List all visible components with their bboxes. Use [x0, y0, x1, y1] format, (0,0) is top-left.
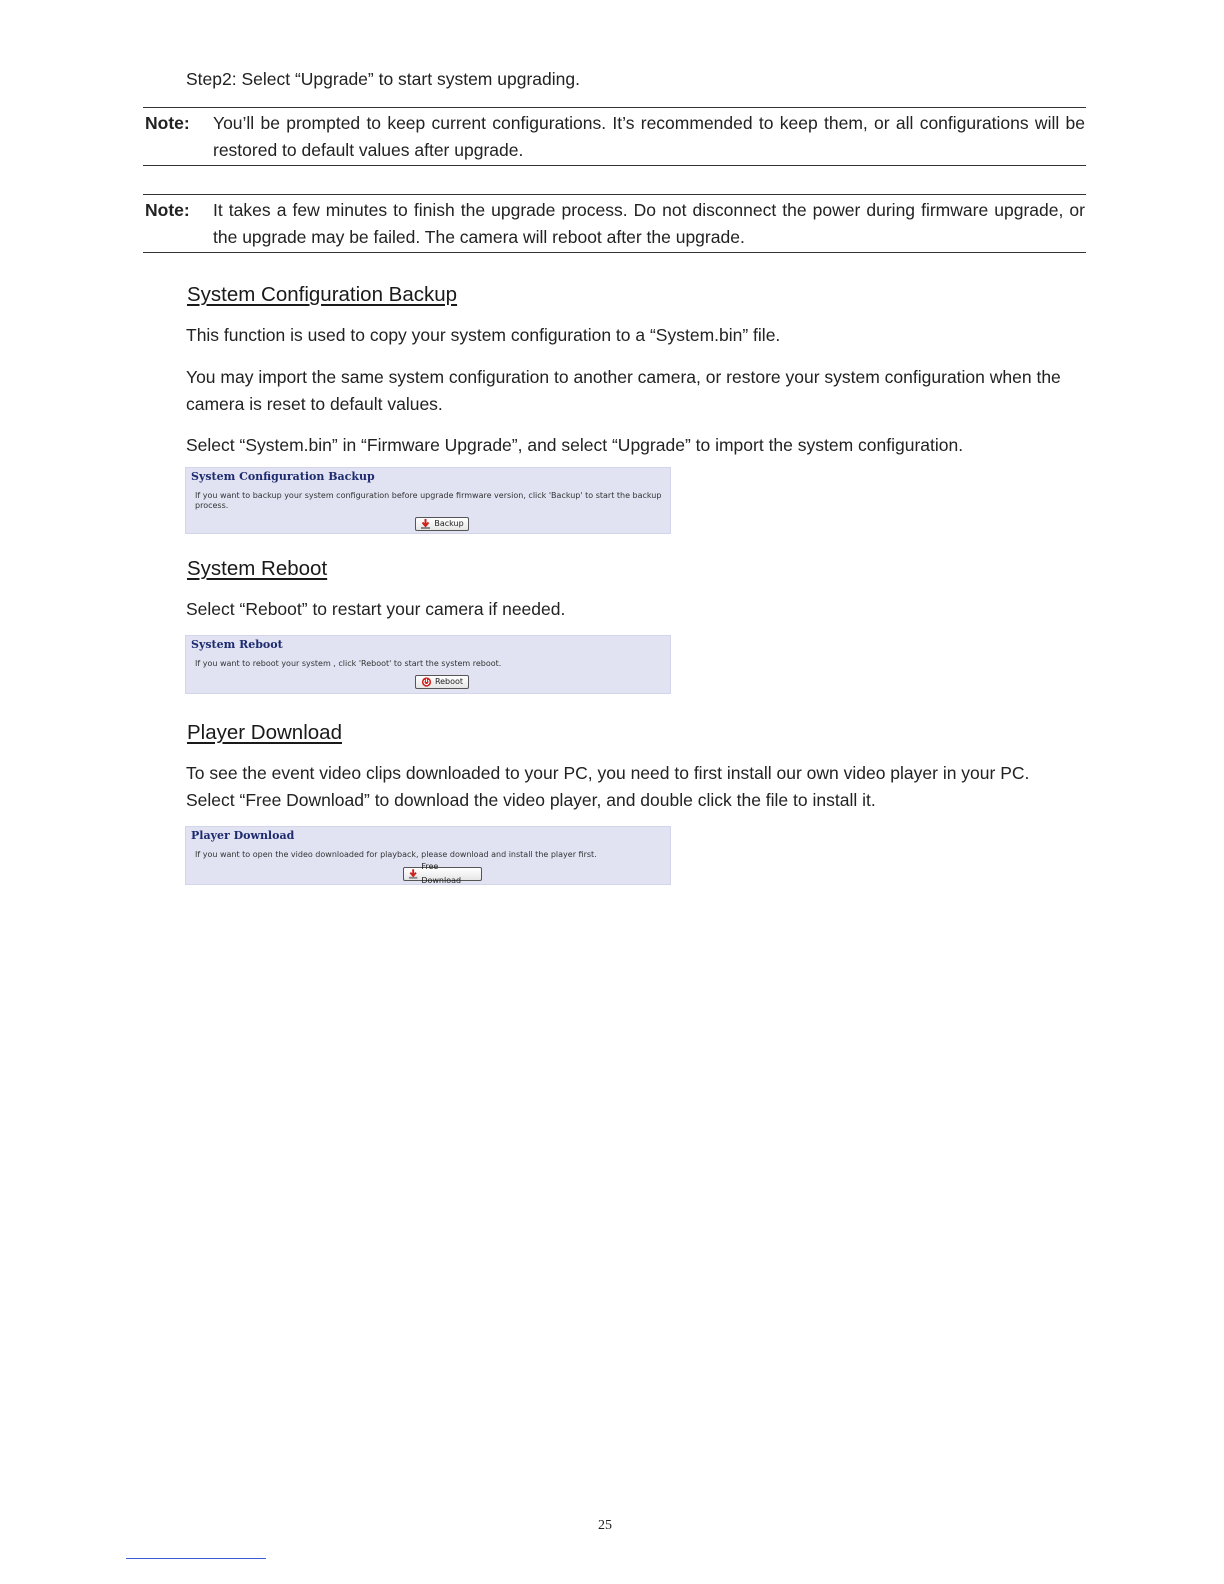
- note-rule-bottom: [143, 165, 1086, 166]
- panel-title: Player Download: [191, 829, 295, 842]
- page-number: 25: [598, 1518, 612, 1533]
- reboot-panel: [185, 635, 671, 694]
- button-label: Reboot: [434, 677, 464, 686]
- backup-button[interactable]: [415, 517, 469, 531]
- note-text: You’ll be prompted to keep current configurations. It’s recommended to keep them, or all configurations will be restored to default values after upgrade.: [213, 113, 1085, 160]
- paragraph: To see the event video clips downloaded to your PC, you need to first install our own video player in your PC. Select “Free Download” to download the video player, and double click the file to install it.: [186, 763, 1030, 810]
- step2-text: Step2: Select “Upgrade” to start system upgrading.: [186, 69, 580, 89]
- paragraph: This function is used to copy your system configuration to a “System.bin” file.: [186, 325, 781, 345]
- power-icon: [421, 677, 432, 687]
- note-rule-top: [143, 194, 1086, 195]
- note-rule-top: [143, 107, 1086, 108]
- panel-title: System Configuration Backup: [191, 470, 375, 483]
- panel-text: If you want to open the video downloaded for playback, please download and install the player first.: [195, 850, 597, 859]
- backup-panel: [185, 467, 671, 534]
- paragraph: Select “Reboot” to restart your camera if needed.: [186, 599, 566, 619]
- download-icon: [420, 519, 431, 529]
- footnote-rule: [126, 1558, 266, 1559]
- section-heading-reboot: System Reboot: [187, 557, 328, 580]
- note-label: Note:: [145, 113, 190, 133]
- player-panel: [185, 826, 671, 885]
- download-icon: [408, 869, 418, 879]
- reboot-button[interactable]: [415, 675, 469, 689]
- button-label: Free Download: [421, 862, 462, 885]
- panel-title: System Reboot: [191, 638, 283, 651]
- panel-text: If you want to backup your system configuration before upgrade firmware version, click 'Backup' to start the backup process.: [195, 491, 662, 510]
- paragraph: You may import the same system configuration to another camera, or restore your system configuration when the camera is reset to default values.: [186, 367, 1061, 414]
- note-label: Note:: [145, 200, 190, 220]
- note-text: It takes a few minutes to finish the upgrade process. Do not disconnect the power during firmware upgrade, or the upgrade may be failed. The camera will reboot after the upgrade.: [213, 200, 1085, 247]
- note-rule-bottom: [143, 252, 1086, 253]
- paragraph: Select “System.bin” in “Firmware Upgrade”, and select “Upgrade” to import the system configuration.: [186, 435, 964, 455]
- free-download-button[interactable]: [403, 862, 482, 885]
- section-heading-backup: System Configuration Backup: [187, 283, 458, 306]
- section-heading-player: Player Download: [187, 721, 342, 744]
- button-label: Backup: [434, 519, 464, 528]
- panel-text: If you want to reboot your system , click 'Reboot' to start the system reboot.: [195, 659, 502, 668]
